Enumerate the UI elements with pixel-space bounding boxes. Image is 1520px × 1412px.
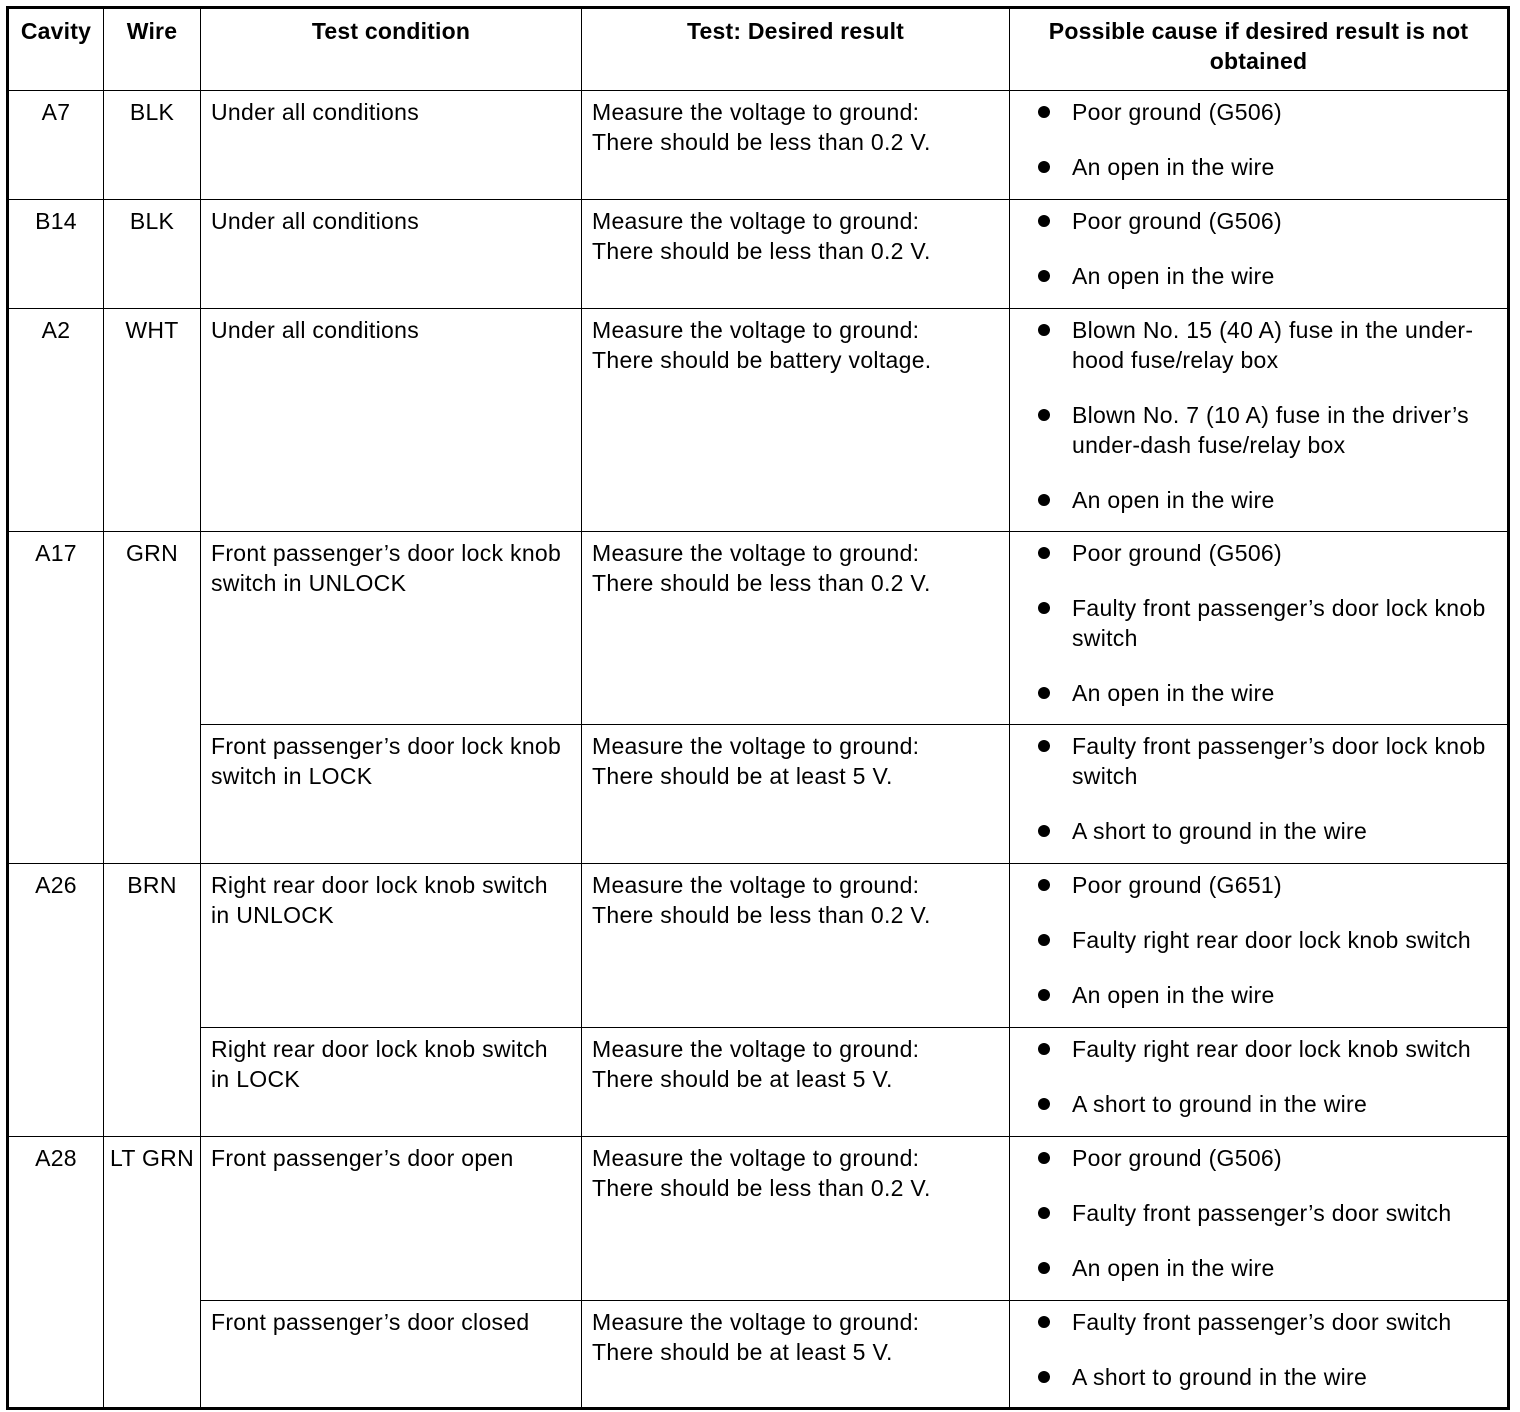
cause-text: Blown No. 7 (10 A) fuse in the driver’s under-dash fuse/relay box [1072,402,1469,458]
header-wire: Wire [104,8,201,91]
test-condition-cell: Front passenger’s door closed [201,1301,582,1409]
cause-item [1036,925,1501,955]
bullet-icon [1038,1152,1050,1164]
possible-cause-cell [1010,725,1509,864]
cause-text: An open in the wire [1072,487,1275,513]
bullet-icon [1038,1043,1050,1055]
possible-cause-cell [1010,200,1509,309]
cause-item [1036,1198,1501,1228]
header-row [8,8,1509,91]
possible-cause-cell [1010,532,1509,725]
result-line: Measure the voltage to ground: [592,99,920,125]
cause-text: Poor ground (G651) [1072,872,1282,898]
cause-item [1036,870,1501,900]
cause-item [1036,400,1501,460]
result-line: Measure the voltage to ground: [592,1145,920,1171]
result-line: There should be at least 5 V. [592,1339,893,1365]
table-row [8,1028,1509,1137]
cause-text: An open in the wire [1072,1255,1275,1281]
desired-result-cell [582,725,1010,864]
cause-item [1036,1034,1501,1064]
table-row [8,532,1509,725]
desired-result-cell [582,309,1010,532]
possible-cause-cell [1010,309,1509,532]
test-condition-cell: Under all conditions [201,309,582,532]
desired-result-cell [582,91,1010,200]
table-row [8,725,1509,864]
bullet-icon [1038,215,1050,227]
cause-item [1036,97,1501,127]
test-condition-cell: Under all conditions [201,200,582,309]
bullet-icon [1038,687,1050,699]
cause-text: An open in the wire [1072,680,1275,706]
cause-text: Faulty front passenger’s door lock knob switch [1072,733,1486,789]
cause-text: An open in the wire [1072,982,1275,1008]
cause-item [1036,206,1501,236]
possible-cause-cell [1010,91,1509,200]
cause-text: A short to ground in the wire [1072,818,1368,844]
result-line: Measure the voltage to ground: [592,1036,920,1062]
result-line: There should be less than 0.2 V. [592,1175,931,1201]
bullet-icon [1038,1262,1050,1274]
result-line: There should be at least 5 V. [592,763,893,789]
bullet-icon [1038,1207,1050,1219]
desired-result-cell [582,532,1010,725]
cause-list [1036,206,1501,291]
cause-list [1036,1307,1501,1392]
possible-cause-cell [1010,1301,1509,1409]
wire-color-cell: BLK [104,200,201,309]
cause-text: Faulty front passenger’s door switch [1072,1200,1452,1226]
header-test-condition: Test condition [201,8,582,91]
table-row [8,864,1509,1028]
cause-item [1036,315,1501,375]
cause-item [1036,152,1501,182]
result-line: Measure the voltage to ground: [592,1309,920,1335]
diagnostic-table [6,6,1510,1410]
cause-item [1036,980,1501,1010]
cavity-cell: A2 [8,309,104,532]
cavity-cell: B14 [8,200,104,309]
cause-text: Poor ground (G506) [1072,540,1282,566]
cavity-cell: A28 [8,1137,104,1409]
possible-cause-cell [1010,1137,1509,1301]
desired-result-cell [582,864,1010,1028]
cause-text: Faulty front passenger’s door lock knob switch [1072,595,1486,651]
header-desired-result: Test: Desired result [582,8,1010,91]
cause-text: Poor ground (G506) [1072,208,1282,234]
table-row [8,1301,1509,1409]
cause-list [1036,870,1501,1010]
wire-color-cell: LT GRN [104,1137,201,1409]
cause-text: Faulty right rear door lock knob switch [1072,927,1472,953]
cause-list [1036,97,1501,182]
bullet-icon [1038,1316,1050,1328]
result-line: There should be at least 5 V. [592,1066,893,1092]
cause-text: Faulty front passenger’s door switch [1072,1309,1452,1335]
test-condition-cell: Front passenger’s door open [201,1137,582,1301]
bullet-icon [1038,825,1050,837]
result-line: Measure the voltage to ground: [592,872,920,898]
wire-color-cell: BLK [104,91,201,200]
cavity-cell: A26 [8,864,104,1137]
bullet-icon [1038,602,1050,614]
cause-text: An open in the wire [1072,263,1275,289]
cause-item [1036,538,1501,568]
table-row [8,200,1509,309]
cause-text: Poor ground (G506) [1072,99,1282,125]
bullet-icon [1038,409,1050,421]
bullet-icon [1038,989,1050,1001]
cause-text: A short to ground in the wire [1072,1364,1368,1390]
test-condition-cell: Under all conditions [201,91,582,200]
cause-item [1036,1307,1501,1337]
bullet-icon [1038,1098,1050,1110]
desired-result-cell [582,1028,1010,1137]
result-line: There should be less than 0.2 V. [592,570,931,596]
test-condition-cell: Front passenger’s door lock knob switch in UNLOCK [201,532,582,725]
header-cavity: Cavity [8,8,104,91]
bullet-icon [1038,879,1050,891]
cause-text: An open in the wire [1072,154,1275,180]
desired-result-cell [582,1301,1010,1409]
cause-item [1036,261,1501,291]
result-line: Measure the voltage to ground: [592,208,920,234]
cavity-cell: A17 [8,532,104,864]
cause-list [1036,731,1501,846]
test-condition-cell: Right rear door lock knob switch in LOCK [201,1028,582,1137]
result-line: There should be less than 0.2 V. [592,129,931,155]
possible-cause-cell [1010,864,1509,1028]
cause-list [1036,538,1501,708]
cause-list [1036,315,1501,515]
result-line: There should be less than 0.2 V. [592,902,931,928]
wire-color-cell: GRN [104,532,201,864]
cause-item [1036,816,1501,846]
bullet-icon [1038,934,1050,946]
cause-text: Poor ground (G506) [1072,1145,1282,1171]
bullet-icon [1038,270,1050,282]
result-line: There should be battery voltage. [592,347,932,373]
cause-item [1036,1253,1501,1283]
wire-color-cell: BRN [104,864,201,1137]
table-row [8,309,1509,532]
result-line: Measure the voltage to ground: [592,733,920,759]
test-condition-cell: Front passenger’s door lock knob switch in LOCK [201,725,582,864]
test-condition-cell: Right rear door lock knob switch in UNLOCK [201,864,582,1028]
cause-item [1036,593,1501,653]
desired-result-cell [582,1137,1010,1301]
cause-text: Blown No. 15 (40 A) fuse in the under-hood fuse/relay box [1072,317,1474,373]
bullet-icon [1038,1371,1050,1383]
desired-result-cell [582,200,1010,309]
cause-item [1036,678,1501,708]
bullet-icon [1038,106,1050,118]
cause-list [1036,1034,1501,1119]
table-row [8,91,1509,200]
bullet-icon [1038,161,1050,173]
cause-item [1036,1089,1501,1119]
cause-text: A short to ground in the wire [1072,1091,1368,1117]
bullet-icon [1038,324,1050,336]
wire-color-cell: WHT [104,309,201,532]
result-line: Measure the voltage to ground: [592,540,920,566]
result-line: There should be less than 0.2 V. [592,238,931,264]
cause-item [1036,485,1501,515]
cause-item [1036,1362,1501,1392]
cause-list [1036,1143,1501,1283]
cause-item [1036,731,1501,791]
cause-item [1036,1143,1501,1173]
bullet-icon [1038,547,1050,559]
bullet-icon [1038,740,1050,752]
result-line: Measure the voltage to ground: [592,317,920,343]
possible-cause-cell [1010,1028,1509,1137]
cavity-cell: A7 [8,91,104,200]
cause-text: Faulty right rear door lock knob switch [1072,1036,1472,1062]
table-row [8,1137,1509,1301]
header-possible-cause: Possible cause if desired result is not obtained [1010,8,1509,91]
bullet-icon [1038,494,1050,506]
